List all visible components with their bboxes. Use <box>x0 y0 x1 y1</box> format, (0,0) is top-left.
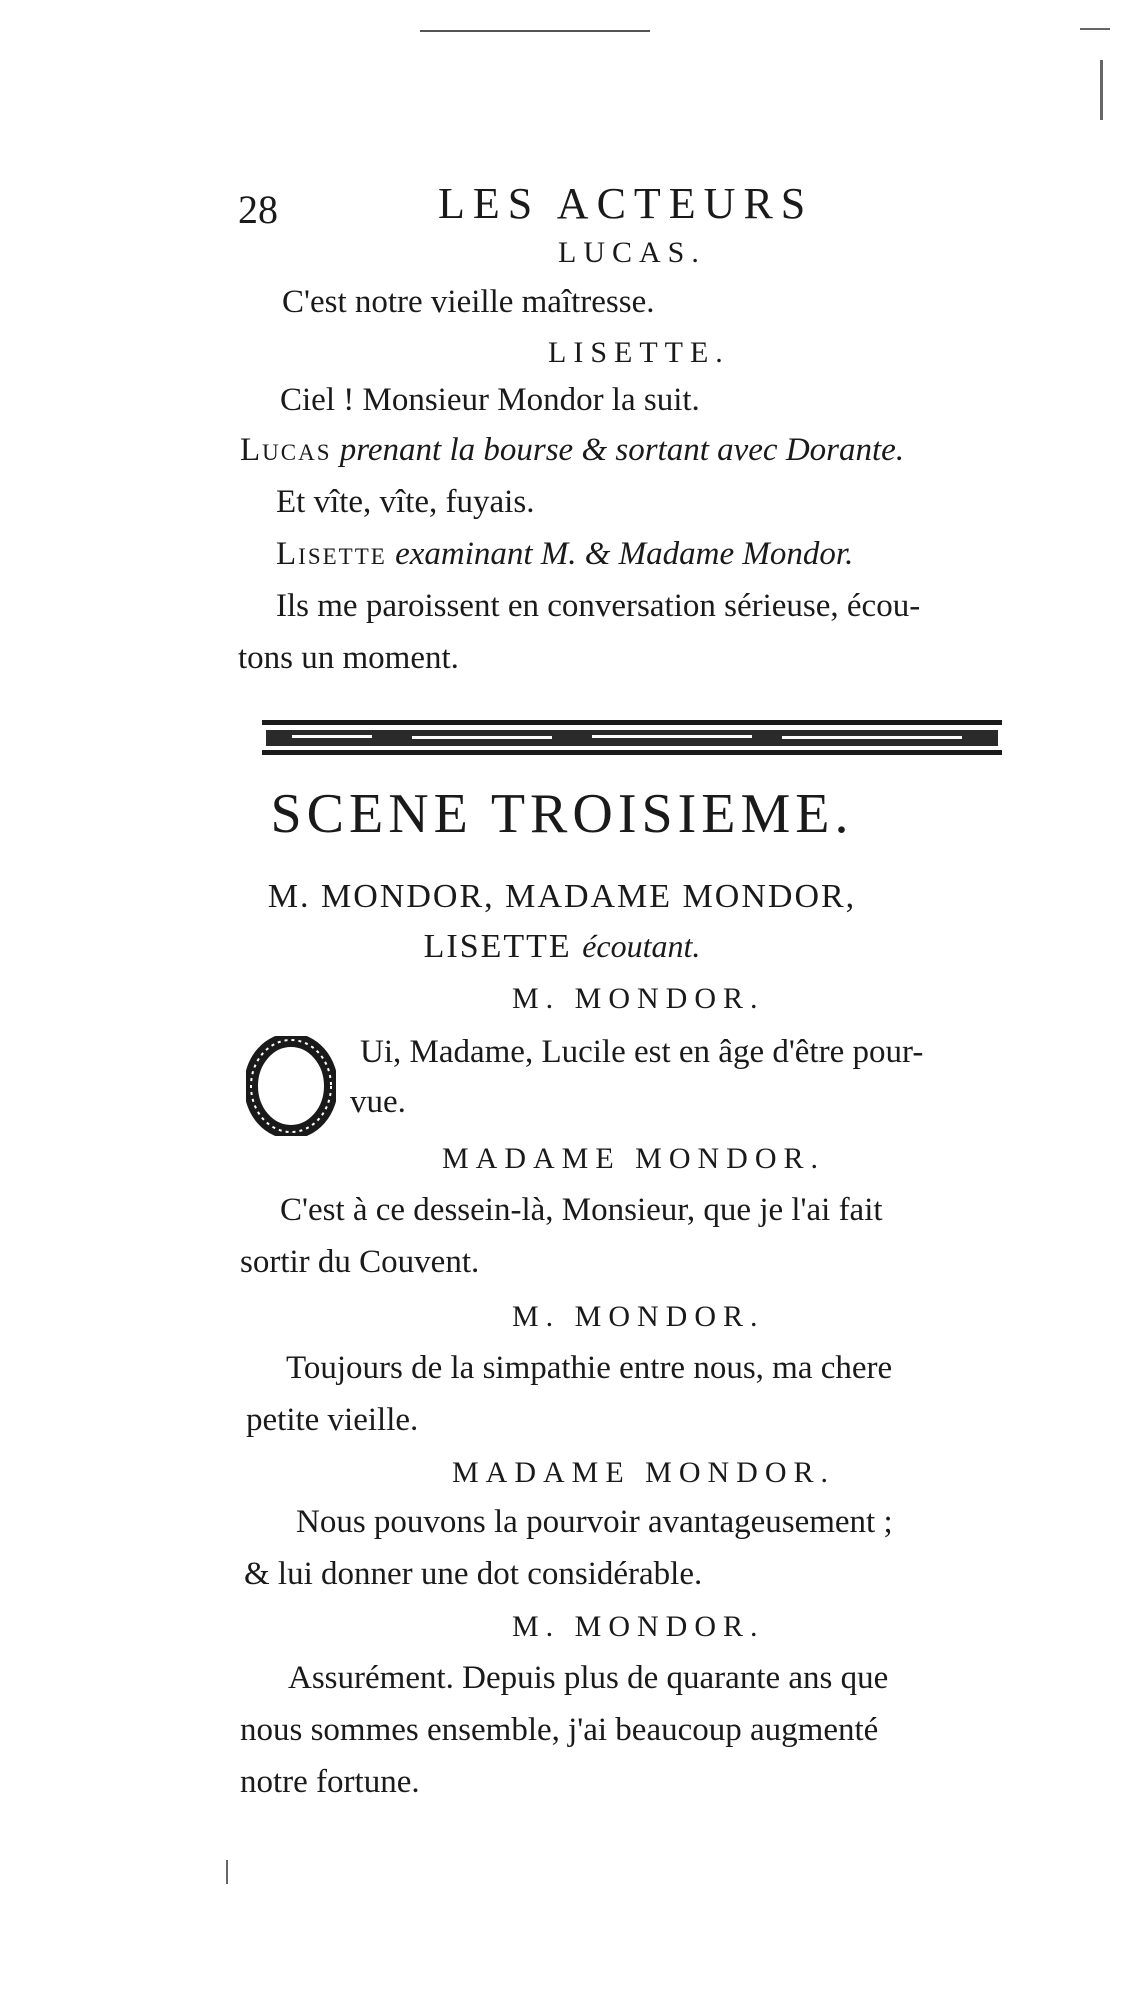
margin-mark <box>1080 28 1110 30</box>
direction-text: prenant la bourse & sortant avec Dorante. <box>339 432 905 468</box>
dialogue-line: Ils me paroissent en conversation sérieuse, écou- <box>276 588 921 624</box>
dialogue-line: Ui, Madame, Lucile est en âge d'être pour- <box>360 1034 924 1070</box>
speaker-name: M. MONDOR. <box>512 1300 765 1333</box>
dialogue-line: Et vîte, vîte, fuyais. <box>276 484 535 520</box>
scene-characters: M. MONDOR, MADAME MONDOR, <box>267 878 857 915</box>
dialogue-line: petite vieille. <box>246 1402 419 1438</box>
dialogue-line: & lui donner une dot considérable. <box>244 1556 703 1592</box>
top-rule <box>420 30 650 32</box>
drop-cap-letter: O <box>290 1133 292 1134</box>
scene-title: SCENE TROISIEME. <box>270 783 854 845</box>
scene-characters <box>0 928 1124 966</box>
dialogue-line: sortir du Couvent. <box>240 1244 480 1280</box>
running-header <box>238 178 1038 238</box>
speaker-name: M. MONDOR. <box>512 982 765 1015</box>
margin-mark <box>226 1860 228 1884</box>
speaker-name: LUCAS. <box>558 236 706 269</box>
stage-direction <box>276 536 853 573</box>
direction-text: écoutant. <box>582 928 701 964</box>
dialogue-line: C'est à ce dessein-là, Monsieur, que je l'ai fait <box>280 1192 883 1228</box>
margin-mark <box>1100 60 1103 120</box>
dialogue-line: notre fortune. <box>240 1764 420 1800</box>
speaker-name: LISETTE. <box>548 336 730 369</box>
ornament-band <box>262 718 1002 760</box>
page-number: 28 <box>238 187 278 232</box>
dialogue-line: C'est notre vieille maîtresse. <box>282 284 655 320</box>
dialogue-line: tons un moment. <box>238 640 459 676</box>
direction-text: examinant M. & Madame Mondor. <box>395 536 854 572</box>
speaker-name: Lucas <box>240 432 332 468</box>
speaker-name: Lisette <box>276 536 387 572</box>
dialogue-line: Nous pouvons la pourvoir avantageusement ; <box>296 1504 893 1540</box>
dialogue-line: vue. <box>350 1084 406 1120</box>
drop-cap <box>246 1036 336 1136</box>
dialogue-line: Assurément. Depuis plus de quarante ans que <box>288 1660 889 1696</box>
dialogue-line: nous sommes ensemble, j'ai beaucoup augmenté <box>240 1712 879 1748</box>
dialogue-line: Ciel ! Monsieur Mondor la suit. <box>280 382 700 418</box>
running-title: LES ACTEURS <box>438 179 814 228</box>
speaker-name: MADAME MONDOR. <box>442 1142 826 1175</box>
stage-direction <box>240 432 904 469</box>
character-name: LISETTE <box>423 928 572 965</box>
speaker-name: M. MONDOR. <box>512 1610 765 1643</box>
dialogue-line: Toujours de la simpathie entre nous, ma chere <box>286 1350 893 1386</box>
speaker-name: MADAME MONDOR. <box>452 1456 836 1489</box>
